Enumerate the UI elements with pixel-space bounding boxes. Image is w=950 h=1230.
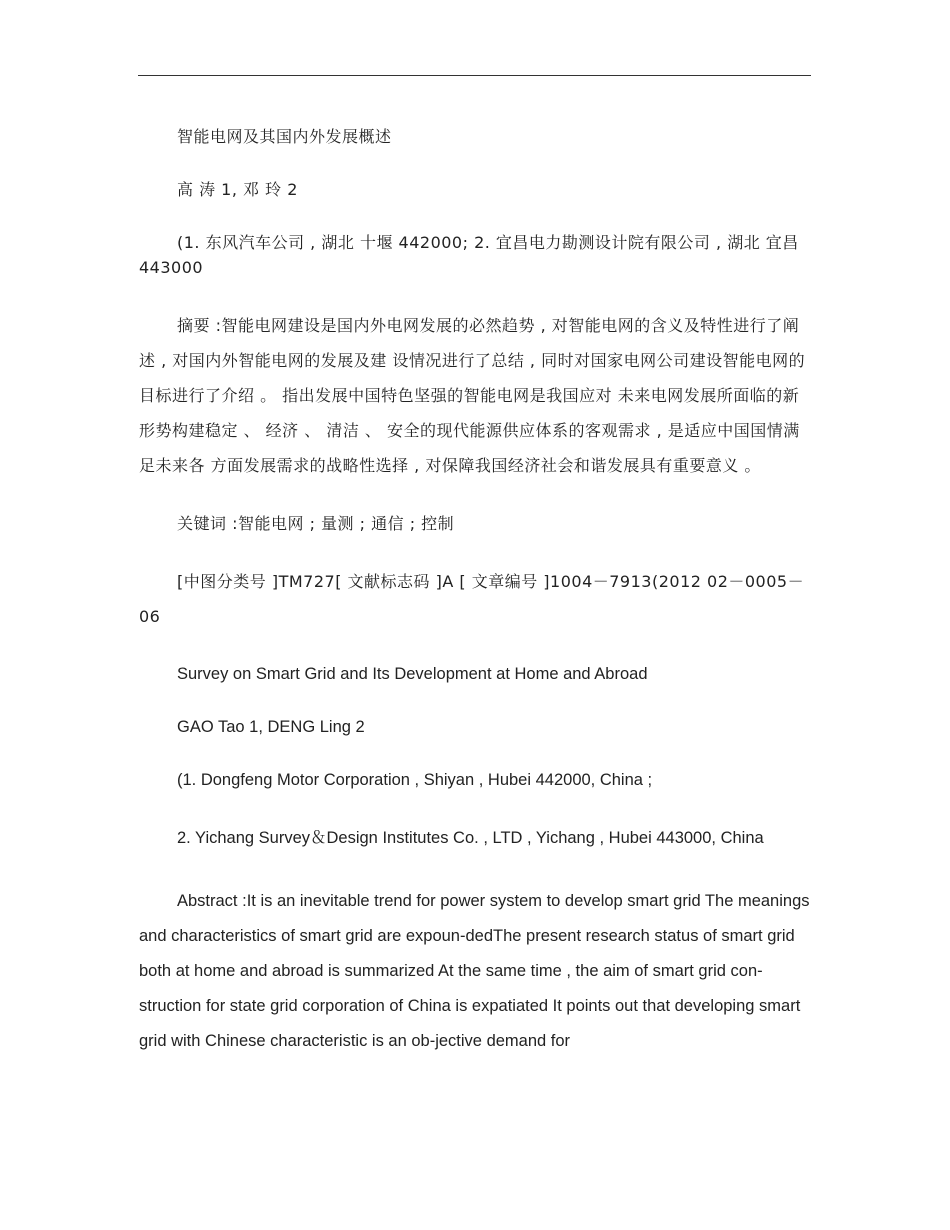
document-body [139,124,811,1059]
chinese-abstract: 摘要 :智能电网建设是国内外电网发展的必然趋势 , 对智能电网的含义及特性进行了阐述 , 对国内外智能电网的发展及建 设情况进行了总结 , 同时对国家电网公司建设智能电网的目标进行了介绍 。 指出发展中国特色坚强的智能电网是我国应对 未来电网发展所面临的新形势构建稳定 、 经济 、 清洁 、 安全的现代能源供应体系的客观需求 , 是适应中国国情满足未来各 方面发展需求的战略性选择 , 对保障我国经济社会和谐发展具有重要意义 。 [139,316,806,475]
classification-line: [中图分类号 ]TM727[ 文献标志码 ]A [ 文章编号 ]1004－7913(2012 02－0005－06 [139,572,805,626]
chinese-affiliation: (1. 东风汽车公司 , 湖北 十堰 442000; 2. 宜昌电力勘测设计院有限公司 , 湖北 宜昌 443000 [139,233,799,277]
header-rule [138,75,811,76]
english-abstract: Abstract :It is an inevitable trend for power system to develop smart grid The meanings and characteristics of smart grid are expoun-dedThe present research status of smart grid both at home and abroad is summarized At the same time , the aim of smart grid con-struction for state grid corporation of China is expatiated It points out that developing smart grid with Chinese characteristic is an ob-jective demand for [139,892,810,1050]
chinese-keywords: 关键词 :智能电网 ; 量测 ; 通信 ; 控制 [177,514,455,533]
english-affiliation-1: (1. Dongfeng Motor Corporation , Shiyan , Hubei 442000, China ; [177,771,653,789]
chinese-authors: 高 涛 1, 邓 玲 2 [177,180,298,199]
english-authors: GAO Tao 1, DENG Ling 2 [177,718,365,736]
chinese-title: 智能电网及其国内外发展概述 [177,127,392,146]
english-title: Survey on Smart Grid and Its Development at Home and Abroad [177,665,648,683]
english-affiliation-2: 2. Yichang Survey＆Design Institutes Co. , LTD , Yichang , Hubei 443000, China [177,829,764,847]
